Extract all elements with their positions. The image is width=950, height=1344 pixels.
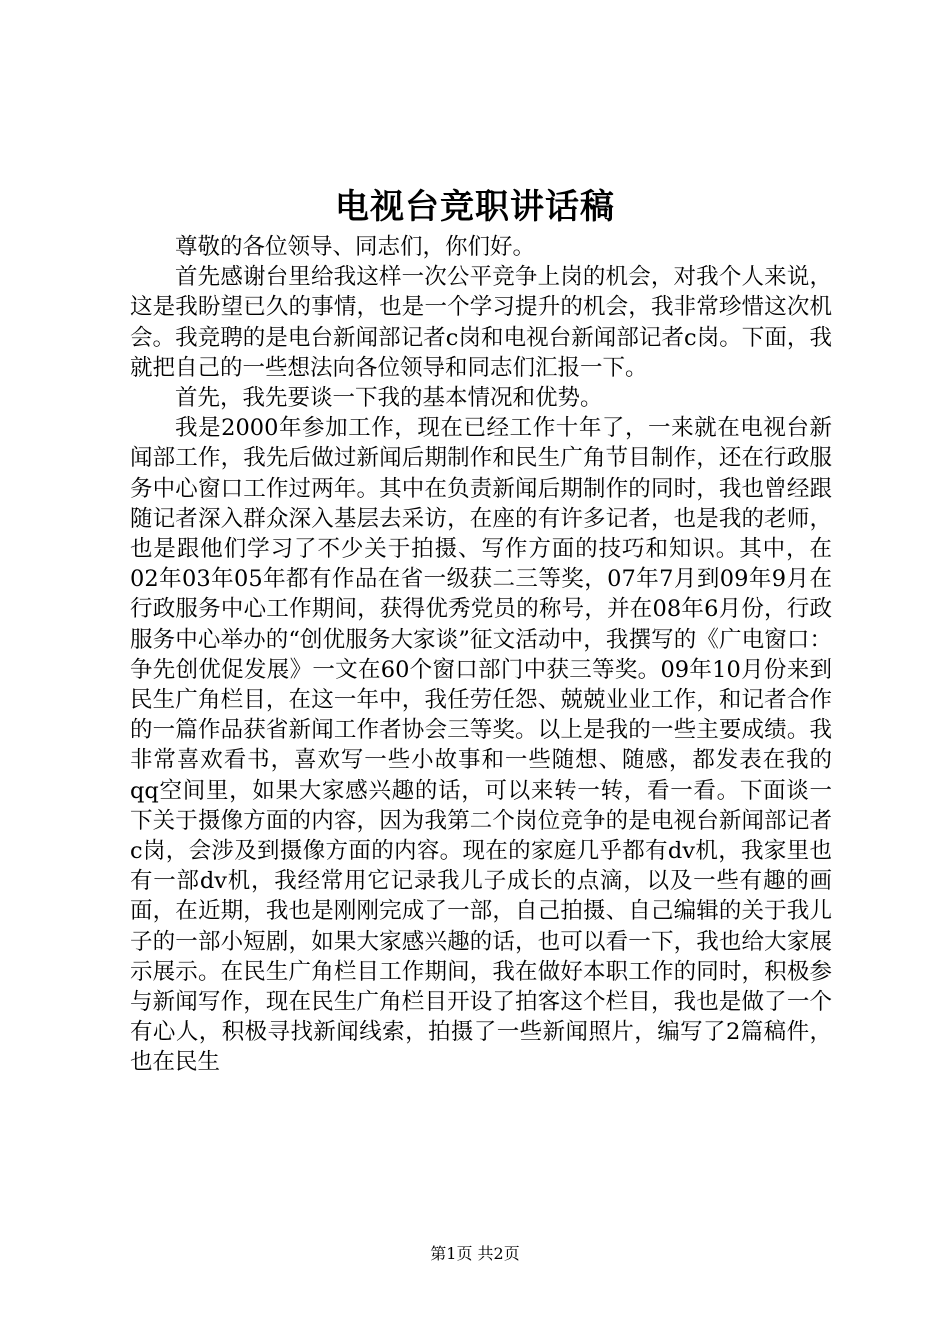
- document-body: [130, 232, 832, 1078]
- paragraph-background: 我是2000年参加工作，现在已经工作十年了，一来就在电视台新闻部工作，我先后做过新闻后期制作和民生广角节目制作，还在行政服务中心窗口工作过两年。其中在负责新闻后期制作的同时，我也曾经跟随记者深入群众深入基层去采访，在座的有许多记者，也是我的老师，也是跟他们学习了不少关于拍摄、写作方面的技巧和知识。其中，在02年03年05年都有作品在省一级获二三等奖，07年7月到09年9月在行政服务中心工作期间，获得优秀党员的称号，并在08年6月份，行政服务中心举办的“创优服务大家谈”征文活动中，我撰写的《广电窗口：争先创优促发展》一文在60个窗口部门中获三等奖。09年10月份来到民生广角栏目，在这一年中，我任劳任怨、兢兢业业工作，和记者合作的一篇作品获省新闻工作者协会三等奖。以上是我的一些主要成绩。我非常喜欢看书，喜欢写一些小故事和一些随想、随感，都发表在我的qq空间里，如果大家感兴趣的话，可以来转一转，看一看。下面谈一下关于摄像方面的内容，因为我第二个岗位竞争的是电视台新闻部记者c岗，会涉及到摄像方面的内容。现在的家庭几乎都有dv机，我家里也有一部dv机，我经常用它记录我儿子成长的点滴，以及一些有趣的画面，在近期，我也是刚刚完成了一部，自己拍摄、自己编辑的关于我儿子的一部小短剧，如果大家感兴趣的话，也可以看一下，我也给大家展示展示。在民生广角栏目工作期间，我在做好本职工作的同时，积极参与新闻写作，现在民生广角栏目开设了拍客这个栏目，我也是做了一个有心人，积极寻找新闻线索，拍摄了一些新闻照片，编写了2篇稿件，也在民生: [130, 415, 832, 1076]
- paragraph-greeting: 尊敬的各位领导、同志们，你们好。: [175, 234, 536, 260]
- page-number: 第1页 共2页: [430, 1244, 520, 1263]
- document-title: 电视台竞职讲话稿: [335, 187, 615, 227]
- paragraph-intro: 首先，我先要谈一下我的基本情况和优势。: [175, 385, 603, 412]
- paragraph-opening: 首先感谢台里给我这样一次公平竞争上岗的机会，对我个人来说，这是我盼望已久的事情，也是一个学习提升的机会，我非常珍惜这次机会。我竞聘的是电台新闻部记者c岗和电视台新闻部记者c岗。下面，我就把自己的一些想法向各位领导和同志们汇报一下。: [130, 264, 832, 381]
